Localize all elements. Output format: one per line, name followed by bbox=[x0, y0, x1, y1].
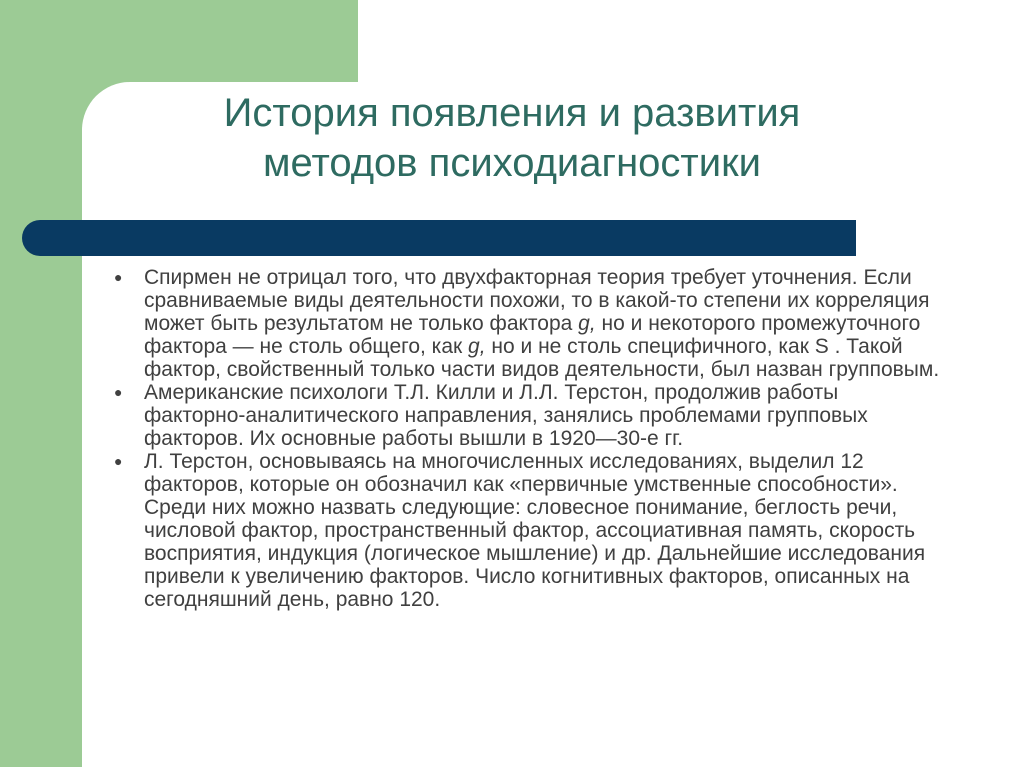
bullet-item-2 bbox=[110, 381, 940, 450]
bullet-item-3 bbox=[110, 450, 940, 611]
bullet-dot-icon: ● bbox=[114, 269, 123, 285]
bullet-1-factor-g-1: g, bbox=[578, 312, 596, 335]
bullet-1-segment-2: но и некоторого промежуточного фактора — не столь общего, как bbox=[144, 312, 921, 358]
title-line-2: методов психодиагностики bbox=[263, 141, 761, 185]
bullet-list bbox=[110, 266, 940, 611]
bullet-1-segment-1: Спирмен не отрицал того, что двухфакторная теория требует уточнения. Если сравниваемые виды деятельности похожи, то в какой-то степени их корреляция может быть результатом не только фактора bbox=[144, 266, 930, 335]
title-divider-bar bbox=[22, 220, 856, 256]
bullet-dot-icon: ● bbox=[114, 453, 123, 469]
bullet-1-segment-3: но и не столь специфичного, как S . Такой фактор, свойственный только части видов деятельности, был назван групповым. bbox=[144, 335, 940, 381]
bullet-text-2: Американские психологи Т.Л. Килли и Л.Л. Терстон, продолжив работы факторно-аналитического направления, занялись проблемами групповых факторов. Их основные работы вышли в 1920—30-е гг. bbox=[144, 381, 868, 450]
bullet-text-1 bbox=[144, 266, 940, 381]
bullet-text-3: Л. Терстон, основываясь на многочисленных исследованиях, выделил 12 факторов, которые он обозначил как «первичные умственные способности». Среди них можно назвать следующие: словесное понимание, беглость речи, числовой фактор, пространственный фактор, ассоциативная память, скорость восприятия, индукция (логическое мышление) и др. Дальнейшие исследования привели к увеличению факторов. Число когнитивных факторов, описанных на сегодняшний день, равно 120. bbox=[144, 450, 926, 611]
bullet-1-factor-g-2: g, bbox=[468, 335, 486, 358]
slide-title bbox=[82, 88, 942, 188]
bullet-item-1 bbox=[110, 266, 940, 381]
bullet-dot-icon: ● bbox=[114, 384, 123, 400]
title-line-1: История появления и развития bbox=[223, 91, 801, 135]
